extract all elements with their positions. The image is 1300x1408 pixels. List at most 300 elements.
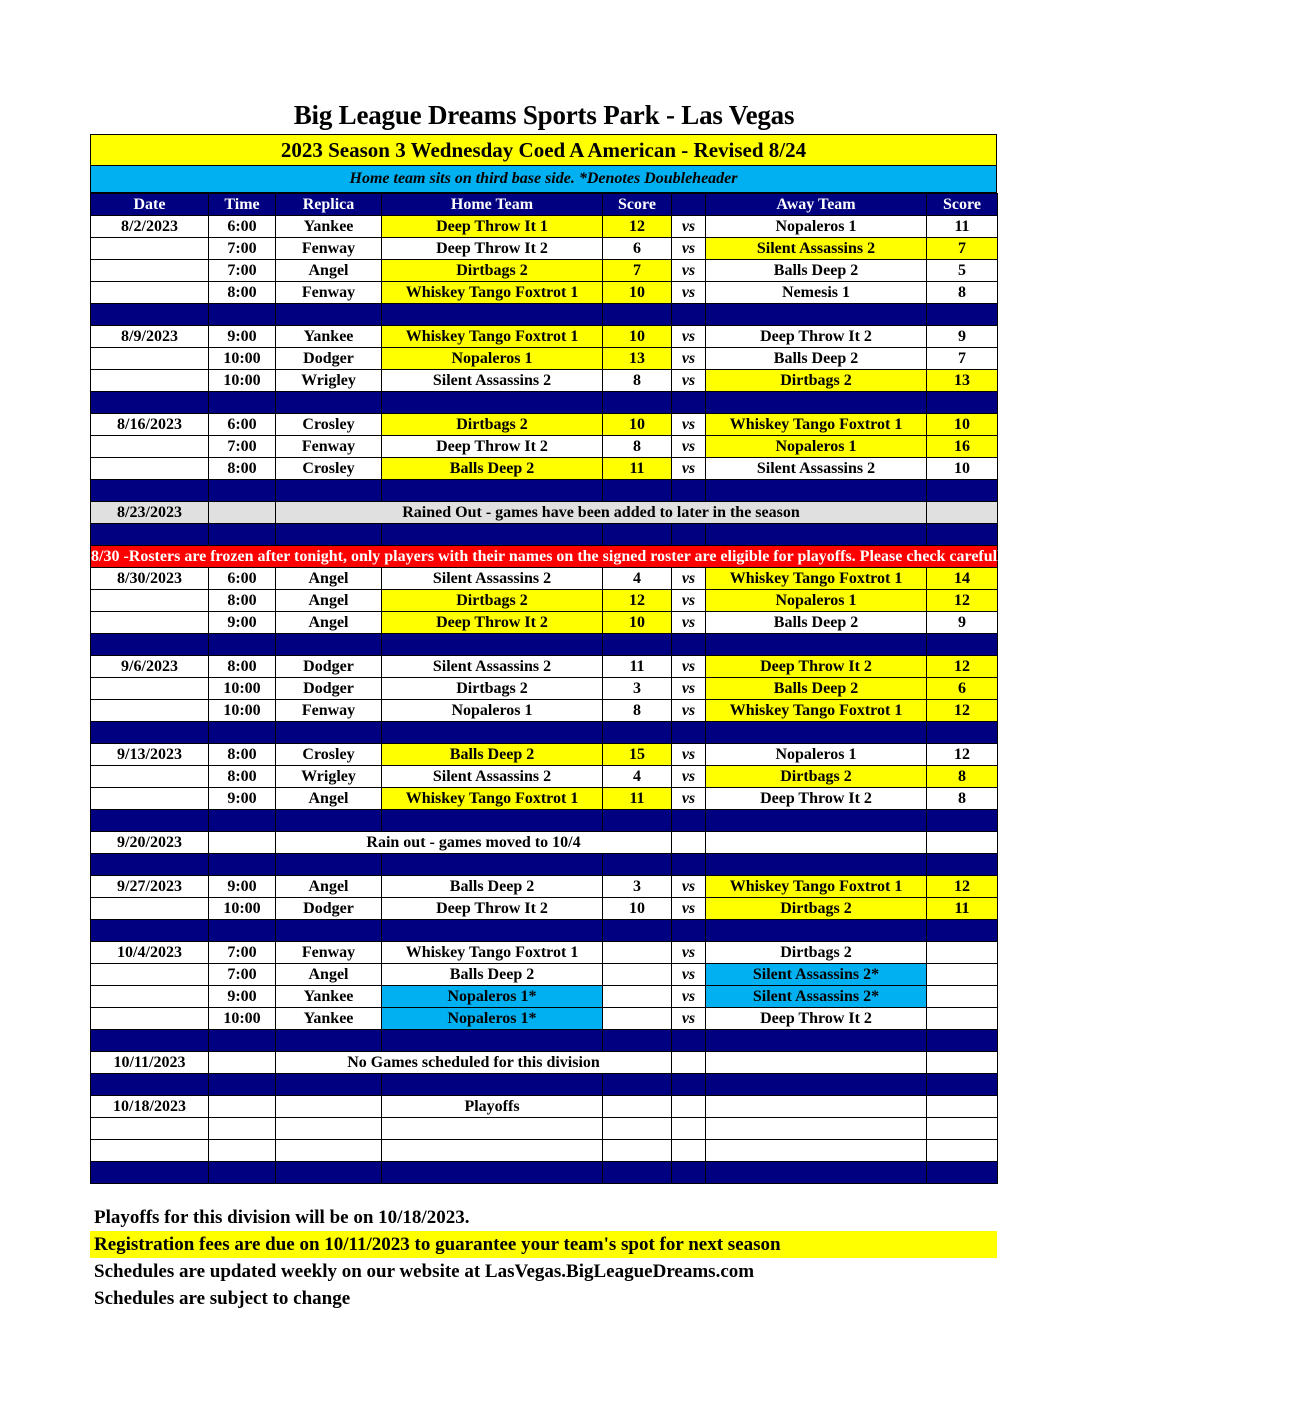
field-name: Wrigley — [276, 370, 382, 392]
footer-notes — [90, 1204, 997, 1312]
empty-cell — [276, 1096, 382, 1118]
separator-cell — [276, 634, 382, 656]
separator-cell — [927, 634, 998, 656]
home-team: Deep Throw It 2 — [382, 436, 603, 458]
separator-cell — [927, 1162, 998, 1184]
home-score — [603, 986, 672, 1008]
empty-cell — [209, 1140, 276, 1162]
empty-cell — [672, 1052, 706, 1074]
away-team: Dirtbags 2 — [706, 942, 927, 964]
home-score: 11 — [603, 656, 672, 678]
game-date: 9/20/2023 — [91, 832, 209, 854]
away-team: Deep Throw It 2 — [706, 656, 927, 678]
week-separator-row — [91, 480, 998, 502]
separator-cell — [382, 920, 603, 942]
separator-cell — [927, 304, 998, 326]
separator-cell — [672, 304, 706, 326]
separator-cell — [276, 1074, 382, 1096]
website-note: Schedules are updated weekly on our website at LasVegas.BigLeagueDreams.com — [94, 1261, 755, 1282]
game-date — [91, 612, 209, 634]
game-row — [91, 260, 998, 282]
field-name: Angel — [276, 964, 382, 986]
away-score — [927, 1008, 998, 1030]
table-header-row — [91, 194, 998, 216]
separator-cell — [382, 1162, 603, 1184]
away-score: 11 — [927, 898, 998, 920]
home-score: 10 — [603, 414, 672, 436]
empty-cell — [603, 1118, 672, 1140]
away-score: 10 — [927, 458, 998, 480]
game-date — [91, 766, 209, 788]
separator-cell — [603, 920, 672, 942]
game-row — [91, 568, 998, 590]
separator-cell — [382, 634, 603, 656]
separator-cell — [209, 1162, 276, 1184]
home-score: 8 — [603, 370, 672, 392]
away-score: 12 — [927, 656, 998, 678]
separator-cell — [382, 1030, 603, 1052]
home-team: Balls Deep 2 — [382, 876, 603, 898]
vs-label: vs — [672, 700, 706, 722]
separator-cell — [706, 810, 927, 832]
empty-cell — [706, 1140, 927, 1162]
rainout-row — [91, 502, 998, 524]
game-row — [91, 282, 998, 304]
game-row — [91, 238, 998, 260]
away-score: 7 — [927, 348, 998, 370]
away-team: Nopaleros 1 — [706, 744, 927, 766]
separator-cell — [603, 1162, 672, 1184]
vs-label: vs — [672, 326, 706, 348]
game-row — [91, 876, 998, 898]
away-score: 8 — [927, 766, 998, 788]
message-row — [91, 1052, 998, 1074]
away-team: Silent Assassins 2 — [706, 238, 927, 260]
playoffs-label: Playoffs — [382, 1096, 603, 1118]
empty-cell — [706, 1096, 927, 1118]
home-score: 4 — [603, 766, 672, 788]
game-row — [91, 766, 998, 788]
vs-label: vs — [672, 1008, 706, 1030]
vs-label: vs — [672, 744, 706, 766]
home-team-note: Home team sits on third base side. *Denotes Doubleheader — [90, 165, 997, 193]
separator-cell — [209, 810, 276, 832]
separator-cell — [382, 304, 603, 326]
separator-cell — [672, 1074, 706, 1096]
separator-cell — [382, 480, 603, 502]
game-time: 6:00 — [209, 568, 276, 590]
vs-label: vs — [672, 986, 706, 1008]
empty-cell — [382, 1118, 603, 1140]
separator-cell — [91, 920, 209, 942]
separator-cell — [276, 722, 382, 744]
separator-cell — [382, 810, 603, 832]
header-away-score: Score — [927, 194, 998, 216]
field-name: Crosley — [276, 458, 382, 480]
separator-cell — [927, 722, 998, 744]
home-score: 12 — [603, 590, 672, 612]
rainout-message: Rained Out - games have been added to later in the season — [276, 502, 927, 524]
home-team: Deep Throw It 2 — [382, 238, 603, 260]
vs-label: vs — [672, 612, 706, 634]
field-name: Angel — [276, 612, 382, 634]
empty-cell — [276, 1140, 382, 1162]
empty-cell — [927, 502, 998, 524]
empty-cell — [209, 1096, 276, 1118]
home-score: 11 — [603, 458, 672, 480]
roster-notice-row — [91, 546, 998, 568]
away-score: 10 — [927, 414, 998, 436]
away-score: 12 — [927, 700, 998, 722]
vs-label: vs — [672, 458, 706, 480]
vs-label: vs — [672, 876, 706, 898]
separator-cell — [603, 480, 672, 502]
separator-cell — [209, 304, 276, 326]
separator-cell — [91, 392, 209, 414]
home-score: 15 — [603, 744, 672, 766]
separator-cell — [603, 304, 672, 326]
game-time: 7:00 — [209, 238, 276, 260]
away-team: Whiskey Tango Foxtrot 1 — [706, 414, 927, 436]
home-team: Dirtbags 2 — [382, 678, 603, 700]
separator-cell — [672, 1162, 706, 1184]
field-name: Dodger — [276, 898, 382, 920]
separator-cell — [209, 722, 276, 744]
empty-cell — [672, 1096, 706, 1118]
away-score: 5 — [927, 260, 998, 282]
home-team: Deep Throw It 1 — [382, 216, 603, 238]
roster-freeze-notice: 8/30 -Rosters are frozen after tonight, only players with their names on the signed roster are eligible for playoffs. Please check carefully as changes will not be made for omissions. — [91, 546, 998, 568]
change-note: Schedules are subject to change — [94, 1288, 351, 1309]
separator-cell — [927, 1074, 998, 1096]
vs-label: vs — [672, 414, 706, 436]
away-score — [927, 986, 998, 1008]
separator-cell — [706, 854, 927, 876]
home-team: Silent Assassins 2 — [382, 656, 603, 678]
away-team: Deep Throw It 2 — [706, 326, 927, 348]
empty-cell — [209, 1118, 276, 1140]
game-time: 8:00 — [209, 656, 276, 678]
game-time: 7:00 — [209, 942, 276, 964]
home-score: 11 — [603, 788, 672, 810]
away-team: Dirtbags 2 — [706, 898, 927, 920]
separator-cell — [603, 634, 672, 656]
away-score: 8 — [927, 282, 998, 304]
separator-cell — [706, 480, 927, 502]
separator-cell — [672, 920, 706, 942]
week-separator-row — [91, 524, 998, 546]
game-time: 10:00 — [209, 1008, 276, 1030]
field-name: Fenway — [276, 238, 382, 260]
game-date — [91, 1008, 209, 1030]
empty-cell — [927, 1096, 998, 1118]
vs-label: vs — [672, 766, 706, 788]
separator-cell — [209, 1030, 276, 1052]
separator-cell — [209, 920, 276, 942]
empty-cell — [672, 1118, 706, 1140]
separator-cell — [672, 722, 706, 744]
empty-cell — [927, 1140, 998, 1162]
separator-cell — [706, 1074, 927, 1096]
schedule-message: No Games scheduled for this division — [276, 1052, 672, 1074]
separator-cell — [706, 524, 927, 546]
game-date — [91, 370, 209, 392]
away-team: Silent Assassins 2* — [706, 964, 927, 986]
separator-cell — [382, 722, 603, 744]
home-team: Balls Deep 2 — [382, 458, 603, 480]
separator-cell — [91, 722, 209, 744]
separator-cell — [927, 480, 998, 502]
home-score: 7 — [603, 260, 672, 282]
game-date — [91, 260, 209, 282]
separator-cell — [382, 524, 603, 546]
separator-cell — [927, 854, 998, 876]
field-name: Angel — [276, 788, 382, 810]
away-score: 9 — [927, 612, 998, 634]
home-team: Whiskey Tango Foxtrot 1 — [382, 942, 603, 964]
empty-cell — [91, 1118, 209, 1140]
separator-cell — [91, 854, 209, 876]
game-row — [91, 370, 998, 392]
game-row — [91, 348, 998, 370]
game-row — [91, 678, 998, 700]
separator-cell — [91, 1030, 209, 1052]
vs-label: vs — [672, 656, 706, 678]
page-title: Big League Dreams Sports Park - Las Vegas — [293, 100, 795, 130]
week-separator-row — [91, 810, 998, 832]
separator-cell — [91, 810, 209, 832]
game-date: 8/2/2023 — [91, 216, 209, 238]
separator-cell — [706, 722, 927, 744]
field-name: Wrigley — [276, 766, 382, 788]
header-home-team: Home Team — [382, 194, 603, 216]
empty-cell — [706, 1118, 927, 1140]
home-team: Dirtbags 2 — [382, 590, 603, 612]
empty-cell — [672, 1140, 706, 1162]
game-time: 7:00 — [209, 964, 276, 986]
vs-label: vs — [672, 942, 706, 964]
schedule-container — [90, 134, 1300, 1184]
game-row — [91, 942, 998, 964]
separator-cell — [603, 722, 672, 744]
week-separator-row — [91, 392, 998, 414]
game-time: 10:00 — [209, 370, 276, 392]
away-team: Balls Deep 2 — [706, 260, 927, 282]
blank-row — [91, 1140, 998, 1162]
playoffs-row — [91, 1096, 998, 1118]
game-date — [91, 898, 209, 920]
separator-cell — [706, 304, 927, 326]
away-team: Deep Throw It 2 — [706, 788, 927, 810]
separator-cell — [91, 480, 209, 502]
header-replica: Replica — [276, 194, 382, 216]
header-date: Date — [91, 194, 209, 216]
vs-label: vs — [672, 348, 706, 370]
game-date — [91, 700, 209, 722]
game-date: 8/16/2023 — [91, 414, 209, 436]
empty-cell — [276, 1118, 382, 1140]
separator-cell — [209, 480, 276, 502]
game-date — [91, 986, 209, 1008]
game-date — [91, 678, 209, 700]
field-name: Angel — [276, 260, 382, 282]
field-name: Angel — [276, 568, 382, 590]
field-name: Dodger — [276, 678, 382, 700]
field-name: Fenway — [276, 942, 382, 964]
playoffs-note: Playoffs for this division will be on 10/18/2023. — [94, 1207, 470, 1228]
separator-cell — [209, 524, 276, 546]
away-score: 9 — [927, 326, 998, 348]
field-name: Fenway — [276, 282, 382, 304]
away-team: Balls Deep 2 — [706, 612, 927, 634]
empty-cell — [209, 832, 276, 854]
blank-row — [91, 1118, 998, 1140]
game-time: 9:00 — [209, 876, 276, 898]
empty-cell — [927, 1052, 998, 1074]
schedule-table — [90, 193, 1300, 1184]
game-row — [91, 436, 998, 458]
game-time: 9:00 — [209, 612, 276, 634]
away-team: Silent Assassins 2 — [706, 458, 927, 480]
home-score — [603, 942, 672, 964]
separator-cell — [382, 392, 603, 414]
home-team: Whiskey Tango Foxtrot 1 — [382, 788, 603, 810]
game-time: 7:00 — [209, 260, 276, 282]
week-separator-row — [91, 1162, 998, 1184]
separator-cell — [91, 1074, 209, 1096]
away-score: 12 — [927, 590, 998, 612]
header-home-score: Score — [603, 194, 672, 216]
away-score: 12 — [927, 876, 998, 898]
away-score: 6 — [927, 678, 998, 700]
game-time: 10:00 — [209, 348, 276, 370]
separator-cell — [276, 1162, 382, 1184]
away-team: Nemesis 1 — [706, 282, 927, 304]
away-score — [927, 942, 998, 964]
home-score: 4 — [603, 568, 672, 590]
field-name: Dodger — [276, 348, 382, 370]
week-separator-row — [91, 1030, 998, 1052]
game-time: 10:00 — [209, 700, 276, 722]
home-team: Whiskey Tango Foxtrot 1 — [382, 326, 603, 348]
field-name: Fenway — [276, 700, 382, 722]
game-row — [91, 590, 998, 612]
game-date — [91, 964, 209, 986]
game-row — [91, 964, 998, 986]
home-score — [603, 964, 672, 986]
separator-cell — [672, 810, 706, 832]
separator-cell — [706, 392, 927, 414]
home-team: Balls Deep 2 — [382, 964, 603, 986]
home-score: 12 — [603, 216, 672, 238]
header-time: Time — [209, 194, 276, 216]
separator-cell — [927, 810, 998, 832]
home-team: Dirtbags 2 — [382, 260, 603, 282]
separator-cell — [91, 1162, 209, 1184]
field-name: Yankee — [276, 326, 382, 348]
vs-label: vs — [672, 590, 706, 612]
game-time: 8:00 — [209, 744, 276, 766]
away-team: Whiskey Tango Foxtrot 1 — [706, 700, 927, 722]
game-date: 9/13/2023 — [91, 744, 209, 766]
away-team: Dirtbags 2 — [706, 766, 927, 788]
home-score: 3 — [603, 876, 672, 898]
home-team: Deep Throw It 2 — [382, 898, 603, 920]
field-name: Angel — [276, 590, 382, 612]
away-team: Nopaleros 1 — [706, 590, 927, 612]
home-team: Nopaleros 1* — [382, 1008, 603, 1030]
separator-cell — [276, 854, 382, 876]
empty-cell — [209, 502, 276, 524]
away-score: 13 — [927, 370, 998, 392]
home-score: 8 — [603, 700, 672, 722]
field-name: Yankee — [276, 986, 382, 1008]
empty-cell — [927, 1118, 998, 1140]
empty-cell — [91, 1140, 209, 1162]
game-date: 10/4/2023 — [91, 942, 209, 964]
separator-cell — [672, 480, 706, 502]
field-name: Yankee — [276, 216, 382, 238]
home-team: Balls Deep 2 — [382, 744, 603, 766]
separator-cell — [276, 304, 382, 326]
game-time: 10:00 — [209, 898, 276, 920]
field-name: Crosley — [276, 414, 382, 436]
game-row — [91, 414, 998, 436]
field-name: Angel — [276, 876, 382, 898]
home-team: Silent Assassins 2 — [382, 766, 603, 788]
game-row — [91, 700, 998, 722]
game-date — [91, 238, 209, 260]
week-separator-row — [91, 920, 998, 942]
separator-cell — [276, 810, 382, 832]
home-team: Silent Assassins 2 — [382, 370, 603, 392]
message-row — [91, 832, 998, 854]
separator-cell — [91, 304, 209, 326]
vs-label: vs — [672, 568, 706, 590]
away-team: Nopaleros 1 — [706, 436, 927, 458]
vs-label: vs — [672, 216, 706, 238]
game-date — [91, 458, 209, 480]
separator-cell — [91, 524, 209, 546]
game-time: 8:00 — [209, 590, 276, 612]
game-time: 8:00 — [209, 766, 276, 788]
separator-cell — [603, 1074, 672, 1096]
empty-cell — [209, 1052, 276, 1074]
registration-note: Registration fees are due on 10/11/2023 to guarantee your team's spot for next season — [90, 1231, 997, 1258]
empty-cell — [706, 832, 927, 854]
game-date — [91, 590, 209, 612]
separator-cell — [382, 1074, 603, 1096]
separator-cell — [927, 524, 998, 546]
separator-cell — [706, 1030, 927, 1052]
field-name: Fenway — [276, 436, 382, 458]
separator-cell — [706, 634, 927, 656]
home-team: Nopaleros 1 — [382, 700, 603, 722]
away-team: Deep Throw It 2 — [706, 1008, 927, 1030]
game-date — [91, 348, 209, 370]
game-time: 6:00 — [209, 414, 276, 436]
separator-cell — [276, 480, 382, 502]
separator-cell — [276, 1030, 382, 1052]
vs-label: vs — [672, 238, 706, 260]
game-time: 7:00 — [209, 436, 276, 458]
away-team: Nopaleros 1 — [706, 216, 927, 238]
field-name: Dodger — [276, 656, 382, 678]
separator-cell — [603, 392, 672, 414]
game-date: 10/11/2023 — [91, 1052, 209, 1074]
home-score: 6 — [603, 238, 672, 260]
away-score: 12 — [927, 744, 998, 766]
